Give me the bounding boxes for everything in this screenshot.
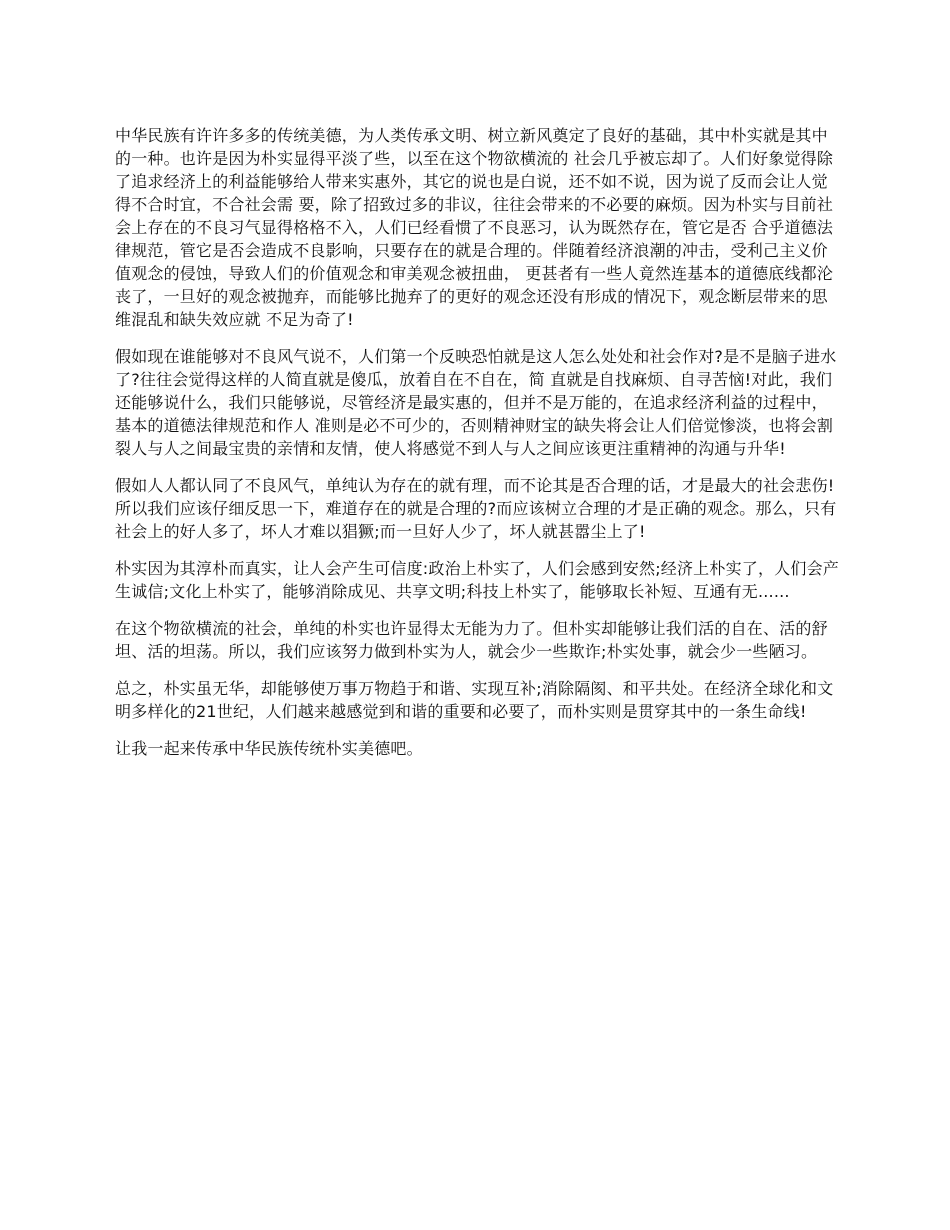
paragraph-7: 让我一起来传承中华民族传统朴实美德吧。 — [115, 739, 423, 758]
paragraph-1: 中华民族有许许多多的传统美德，为人类传承文明、树立新风奠定了良好的基础，其中朴实就是其中的一种。也许是因为朴实显得平淡了些，以至在这个物欲横流的 社会几乎被忘却了。人们好象觉得除了追求经济上的利益能够给人带来实惠外，其它的说也是白说，还不如不说，因为说了反而会让人觉得不合时宜，不合社会需 要，除了招致过多的非议，往往会带来的不必要的麻烦。因为朴实与目前社会上存在的不良习气显得格格不入，人们已经看惯了不良恶习，认为既然存在，管它是否 合乎道德法律规范，管它是否会造成不良影响，只要存在的就是合理的。伴随着经济浪潮的冲击，受利己主义价值观念的侵蚀，导致人们的价值观念和审美观念被扭曲， 更甚者有一些人竟然连基本的道德底线都沦丧了，一旦好的观念被抛弃，而能够比抛弃了的更好的观念还没有形成的情况下，观念断层带来的思维混乱和缺失效应就 不足为奇了! — [115, 126, 834, 329]
article-body — [115, 124, 840, 774]
paragraph-4: 朴实因为其淳朴而真实，让人会产生可信度:政治上朴实了，人们会感到安然;经济上朴实了，人们会产生诚信;文化上朴实了，能够消除成见、共享文明;科技上朴实了，能够取长补短、互通有无...... — [115, 559, 839, 601]
paragraph-2: 假如现在谁能够对不良风气说不，人们第一个反映恐怕就是这人怎么处处和社会作对?是不是脑子进水了?往往会觉得这样的人简直就是傻瓜，放着自在不自在，简 直就是自找麻烦、自寻苦恼!对此，我们还能够说什么，我们只能够说，尽管经济是最实惠的，但并不是万能的，在追求经济利益的过程中，基本的道德法律规范和作人 准则是必不可少的，否则精神财宝的缺失将会让人们倍觉惨淡，也将会割裂人与人之间最宝贵的亲情和友情，使人将感觉不到人与人之间应该更注重精神的沟通与升华! — [115, 347, 837, 458]
paragraph-5: 在这个物欲横流的社会，单纯的朴实也许显得太无能为力了。但朴实却能够让我们活的自在、活的舒坦、活的坦荡。所以，我们应该努力做到朴实为人，就会少一些欺诈;朴实处事，就会少一些陋习。 — [115, 619, 828, 661]
paragraph-3: 假如人人都认同了不良风气，单纯认为存在的就有理，而不论其是否合理的话，才是最大的社会悲伤!所以我们应该仔细反思一下，难道存在的就是合理的?而应该树立合理的才是正确的观念。那么，只有社会上的好人多了，坏人才难以猖獗;而一旦好人少了，坏人就甚嚣尘上了! — [115, 476, 837, 541]
paragraph-6: 总之，朴实虽无华，却能够使万事万物趋于和谐、实现互补;消除隔阂、和平共处。在经济全球化和文明多样化的21世纪，人们越来越感觉到和谐的重要和必要了，而朴实则是贯穿其中的一条生命线! — [115, 679, 834, 721]
